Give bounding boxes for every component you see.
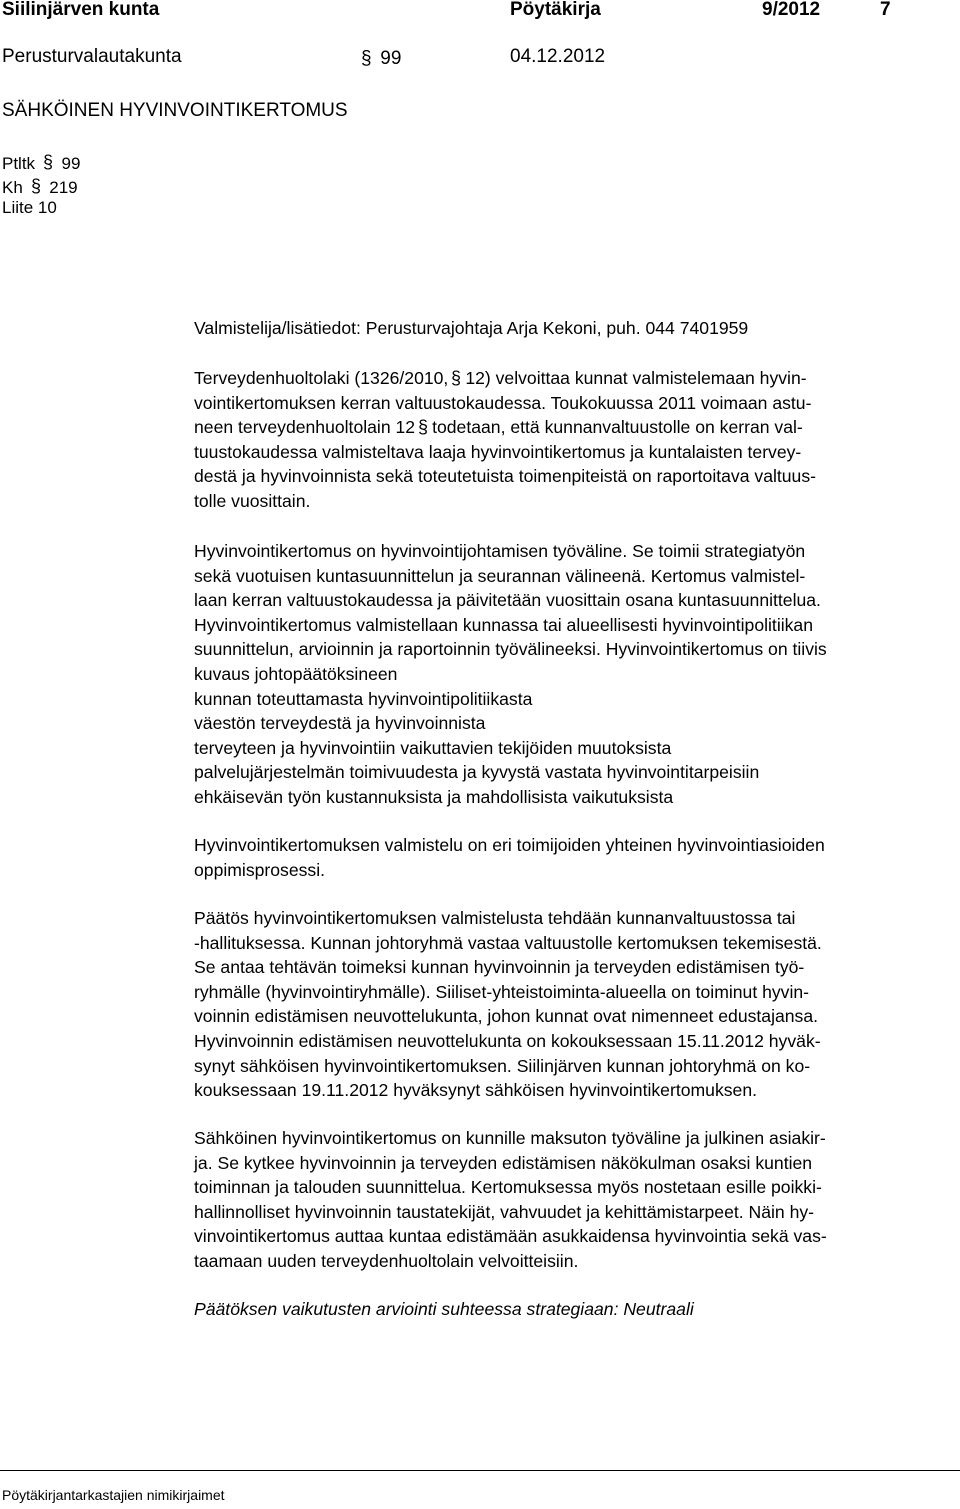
svg-text:§: § bbox=[451, 368, 462, 388]
signatures-label: Pöytäkirjantarkastajien nimikirjaimet bbox=[2, 1487, 225, 1503]
ptltk-label: Ptltk bbox=[2, 154, 36, 173]
text-line: ja. Se kytkee hyvinvoinnin ja terveyden edistämisen näkökulman osaksi kuntien bbox=[194, 1152, 813, 1173]
preparer-info: Valmistelija/lisätiedot: Perusturvajohtaja Arja Kekoni, puh. 044 7401959 bbox=[194, 318, 749, 338]
section-sign-icon bbox=[43, 151, 54, 173]
text-line: Terveydenhuoltolaki (1326/2010, § 12) velvoittaa kunnat valmistelemaan hyvin- bbox=[194, 368, 807, 388]
paragraph-learning-process bbox=[194, 833, 956, 882]
committee-name: Perusturvalautakunta bbox=[2, 46, 182, 67]
document-type: Pöytäkirja bbox=[510, 0, 601, 20]
text-line: toiminnan ja talouden suunnittelua. Kertomuksessa myös nostetaan esille poikki- bbox=[194, 1177, 822, 1198]
text-line: palvelujärjestelmän toimivuudesta ja kyvystä vastata hyvinvointitarpeisiin bbox=[194, 762, 760, 783]
text-line: Hyvinvointikertomuksen valmistelu on eri toimijoiden yhteinen hyvinvointiasioiden bbox=[194, 835, 825, 855]
kh-reference bbox=[2, 175, 78, 198]
text-line: neen terveydenhuoltolain 12 § todetaan, että kunnanvaltuustolle on kerran val- bbox=[194, 417, 803, 438]
page-title: SÄHKÖINEN HYVINVOINTIKERTOMUS bbox=[2, 100, 348, 121]
text-line: -hallituksessa. Kunnan johtoryhmä vastaa valtuustolle kertomuksen tekemisestä. bbox=[194, 932, 822, 953]
text-line: väestön terveydestä ja hyvinvoinnista bbox=[194, 713, 486, 734]
text-line: tuustokaudessa valmisteltava laaja hyvinvointikertomus ja kuntalaisten tervey- bbox=[194, 441, 802, 462]
section-sign-icon bbox=[361, 46, 372, 68]
text-line: sekä vuotuisen kuntasuunnittelun ja seurannan välineenä. Kertomus valmistel- bbox=[194, 565, 806, 586]
text-line: oppimisprosessi. bbox=[194, 859, 326, 880]
svg-text:§: § bbox=[361, 48, 372, 68]
attachment-reference: Liite 10 bbox=[2, 198, 57, 217]
text-line: Se antaa tehtävän toimeksi kunnan hyvinvoinnin ja terveyden edistämisen työ- bbox=[194, 957, 805, 978]
text-line: Sähköinen hyvinvointikertomus on kunnille maksuton työväline ja julkinen asiakir- bbox=[194, 1128, 826, 1148]
page-number: 7 bbox=[880, 0, 891, 20]
paragraph-legal-basis bbox=[194, 366, 956, 514]
strategy-assessment: Päätöksen vaikutusten arviointi suhteessa strategiaan: Neutraali bbox=[194, 1299, 694, 1319]
section-sign-icon bbox=[451, 366, 462, 388]
section-sign-icon bbox=[418, 415, 429, 437]
section-number: 99 bbox=[380, 48, 402, 69]
paragraph-purpose bbox=[194, 539, 956, 810]
section-reference bbox=[358, 46, 401, 70]
section-sign-icon bbox=[31, 175, 42, 197]
text-line: destä ja hyvinvoinnista sekä toteutetuista toimenpiteistä on raportoitava valtuus- bbox=[194, 466, 817, 487]
text-line: vinvointikertomus auttaa kuntaa edistämään asukkaidensa hyvinvointia sekä vas- bbox=[194, 1226, 827, 1247]
document-number: 9/2012 bbox=[762, 0, 821, 20]
text-line: ehkäisevän työn kustannuksista ja mahdollisista vaikutuksista bbox=[194, 786, 674, 807]
text-line: laan kerran valtuustokaudessa ja päivitetään vuosittain osana kuntasuunnittelua. bbox=[194, 590, 821, 611]
paragraph-electronic-report bbox=[194, 1126, 956, 1274]
ptltk-reference bbox=[2, 151, 80, 174]
text-line: taamaan uuden terveydenhuoltolain velvoitteisiin. bbox=[194, 1250, 579, 1271]
meeting-date: 04.12.2012 bbox=[510, 46, 606, 67]
text-line: suunnittelun, arvioinnin ja raportoinnin työvälineeksi. Hyvinvointikertomus on tiivis bbox=[194, 639, 827, 660]
text-line: Hyvinvointikertomus on hyvinvointijohtamisen työväline. Se toimii strategiatyön bbox=[194, 541, 806, 561]
text-line: Hyvinvoinnin edistämisen neuvottelukunta on kokouksessaan 15.11.2012 hyväk- bbox=[194, 1030, 821, 1051]
kh-number: 219 bbox=[49, 178, 78, 197]
text-line: Päätös hyvinvointikertomuksen valmistelusta tehdään kunnanvaltuustossa tai bbox=[194, 908, 796, 928]
svg-text:§: § bbox=[42, 152, 53, 172]
text-line: kunnan toteuttamasta hyvinvointipolitiikasta bbox=[194, 688, 533, 709]
svg-text:§: § bbox=[418, 417, 429, 438]
municipality-name: Siilinjärven kunta bbox=[2, 0, 160, 20]
footer-divider bbox=[0, 1470, 960, 1471]
paragraph-decision bbox=[194, 906, 956, 1103]
text-line: kuvaus johtopäätöksineen bbox=[194, 663, 398, 684]
text-line: kouksessaan 19.11.2012 hyväksynyt sähköisen hyvinvointikertomuksen. bbox=[194, 1080, 757, 1101]
text-line: synyt sähköisen hyvinvointikertomuksen. Siilinjärven kunnan johtoryhmä on ko- bbox=[194, 1055, 811, 1076]
text-line: Hyvinvointikertomus valmistellaan kunnassa tai alueellisesti hyvinvointipolitiikan bbox=[194, 614, 814, 635]
text-line: vointikertomuksen kerran valtuustokaudessa. Toukokuussa 2011 voimaan astu- bbox=[194, 392, 812, 413]
kh-label: Kh bbox=[2, 178, 23, 197]
text-line: voinnin edistämisen neuvottelukunta, johon kunnat ovat nimenneet edustajansa. bbox=[194, 1006, 819, 1027]
text-line: terveyteen ja hyvinvointiin vaikuttavien tekijöiden muutoksista bbox=[194, 737, 672, 758]
text-line: ryhmälle (hyvinvointiryhmälle). Siiliset-yhteistoiminta-alueella on toiminut hyvin- bbox=[194, 981, 810, 1002]
svg-text:§: § bbox=[30, 176, 41, 196]
ptltk-number: 99 bbox=[61, 154, 81, 173]
text-line: tolle vuosittain. bbox=[194, 490, 311, 511]
text-line: hallinnolliset hyvinvoinnin taustatekijät, vahvuudet ja kehittämistarpeet. Näin hy- bbox=[194, 1201, 815, 1222]
